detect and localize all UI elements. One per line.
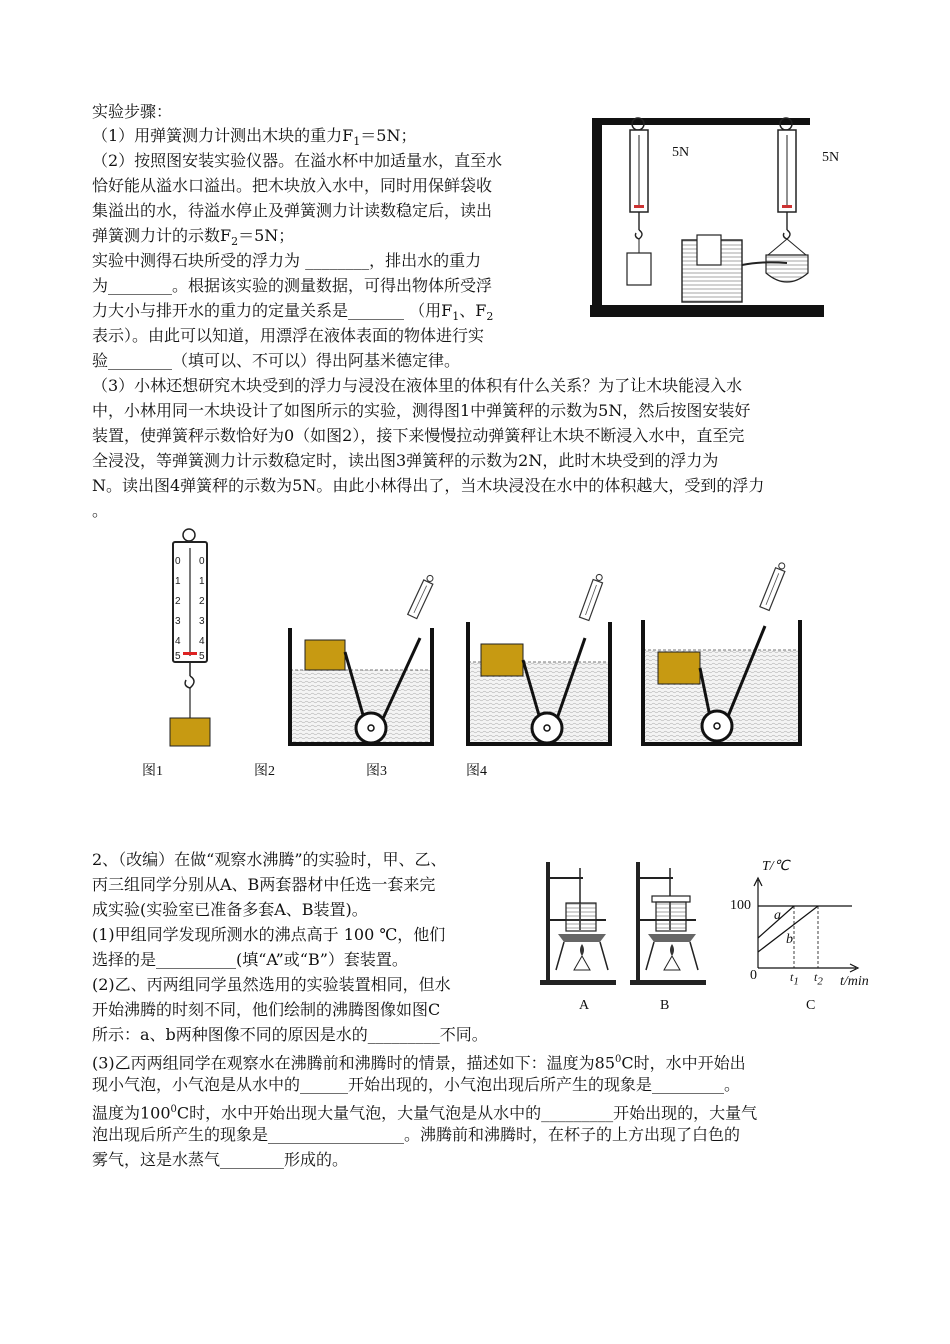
curve-b-label: b	[786, 932, 793, 947]
graph-x-axis-label: t/min	[840, 974, 869, 989]
steps-heading: 实验步骤：	[92, 102, 173, 121]
figure-2-beaker	[287, 580, 435, 748]
graph-y-tick-100: 100	[730, 898, 751, 913]
question-line-9: 验________（填可以、不可以）得出阿基米德定律。	[92, 351, 461, 370]
boiling-apparatus-b	[628, 858, 708, 988]
svg-text:2: 2	[175, 596, 181, 607]
svg-text:4: 4	[175, 636, 181, 647]
q2-line-13: 雾气，这是水蒸气________形成的。	[92, 1150, 349, 1169]
q2-line-5: 选择的是__________(填“A”或“B”）套装置。	[92, 950, 408, 969]
svg-text:1: 1	[175, 576, 181, 587]
q2-line-2: 丙三组同学分别从A、B两套器材中任选一套来完	[92, 875, 436, 894]
question-line-8: 表示）。由此可以知道，用漂浮在液体表面的物体进行实	[92, 326, 485, 345]
svg-text:5: 5	[199, 651, 205, 662]
caption-figure-4: 图4	[466, 764, 487, 779]
question-line-6: 为________。根据该实验的测量数据，可得出物体所受浮	[92, 276, 493, 295]
question-line-5: 实验中测得石块所受的浮力为 ________，排出水的重力	[92, 251, 482, 270]
step-2-line-4: 弹簧测力计的示数$F_2=5N$；	[92, 226, 295, 249]
q2-line-8: 所示：a、b两种图像不同的原因是水的_________不同。	[92, 1025, 488, 1044]
graph-y-axis-label: T/℃	[762, 859, 790, 874]
graph-origin: 0	[750, 968, 757, 983]
svg-text:0: 0	[175, 556, 181, 567]
svg-text:2: 2	[199, 596, 205, 607]
q2-line-9: (3)乙丙两组同学在观察水在沸腾前和沸腾时的情景，描述如下：温度为$85^0C$时，水中开始出	[92, 1053, 746, 1073]
question-line-7: 力大小与排开水的重力的定量关系是_______ （用$F_1$、$F_2$	[92, 301, 494, 324]
step-3-line-3: 装置，使弹簧秤示数恰好为0（如图2），接下来慢慢拉动弹簧秤让木块不断浸入水中，直至完	[92, 426, 745, 445]
svg-text:3: 3	[175, 616, 181, 627]
step-3-line-2: 中，小林用同一木块设计了如图所示的实验，测得图1中弹簧秤的示数为5N，然后按图安装好	[92, 401, 751, 420]
temperature-time-graph	[752, 876, 862, 972]
svg-text:0: 0	[199, 556, 205, 567]
left-scale-reading: 5N	[672, 145, 690, 160]
graph-t1-label: $t_1$	[790, 970, 799, 988]
figure-3-beaker	[465, 578, 613, 748]
caption-figure-1: 图1	[142, 764, 163, 779]
right-scale-reading: 5N	[822, 150, 840, 165]
q2-line-10: 现小气泡，小气泡是从水中的______开始出现的，小气泡出现后所产生的现象是_________。	[92, 1075, 741, 1094]
step-3-line-5: N。读出图4弹簧秤的示数为5N。由此小林得出了，当木块浸没在水中的体积越大，受到的浮力	[92, 476, 765, 495]
step-3-line-4: 全浸没，等弹簧测力计示数稳定时，读出图3弹簧秤的示数为2N，此时木块受到的浮力为	[92, 451, 719, 470]
boiling-apparatus-a	[538, 858, 618, 988]
curve-a-label: a	[774, 908, 781, 923]
step-2-line-2: 恰好能从溢水口溢出。把木块放入水中，同时用保鲜袋收	[92, 176, 493, 195]
graph-t2-label: $t_2$	[814, 970, 823, 988]
q2-line-6: (2)乙、丙两组同学虽然选用的实验装置相同，但水	[92, 975, 451, 994]
overflow-cup-apparatus-figure	[590, 115, 830, 325]
svg-text:3: 3	[199, 616, 205, 627]
q2-line-7: 开始沸腾的时刻不同，他们绘制的沸腾图像如图C	[92, 1000, 441, 1019]
step-3-line-1: （3）小林还想研究木块受到的浮力与浸没在液体里的体积有什么关系？为了让木块能浸入水	[92, 376, 743, 395]
step-1: （1）用弹簧测力计测出木块的重力$F_1=5N$；	[92, 126, 417, 149]
apparatus-b-label: B	[660, 998, 670, 1013]
step-3-line-6: 。	[92, 501, 109, 520]
step-2-line-3: 集溢出的水，待溢水停止及弹簧测力计读数稳定后，读出	[92, 201, 493, 220]
figure-4-beaker	[640, 562, 805, 748]
q2-line-12: 泡出现后所产生的现象是_________________。沸腾前和沸腾时，在杯子的上方出现了白色的	[92, 1125, 741, 1144]
svg-text:4: 4	[199, 636, 205, 647]
apparatus-a-label: A	[579, 998, 590, 1013]
q2-line-1: 2、（改编）在做“观察水沸腾”的实验时，甲、乙、	[92, 850, 447, 869]
svg-text:1: 1	[199, 576, 205, 587]
figure-1-spring-scale	[165, 528, 215, 750]
q2-line-3: 成实验(实验室已准备多套A、B装置)。	[92, 900, 368, 919]
q2-line-4: (1)甲组同学发现所测水的沸点高于 100 ℃，他们	[92, 925, 446, 944]
caption-figure-3: 图3	[366, 764, 387, 779]
graph-c-label: C	[806, 998, 816, 1013]
step-2-line-1: （2）按照图安装实验仪器。在溢水杯中加适量水，直至水	[92, 151, 503, 170]
svg-text:5: 5	[175, 651, 181, 662]
q2-line-11: 温度为$100^0C$时，水中开始出现大量气泡，大量气泡是从水中的_________开始出现的，大量气	[92, 1103, 758, 1123]
caption-figure-2: 图2	[254, 764, 275, 779]
